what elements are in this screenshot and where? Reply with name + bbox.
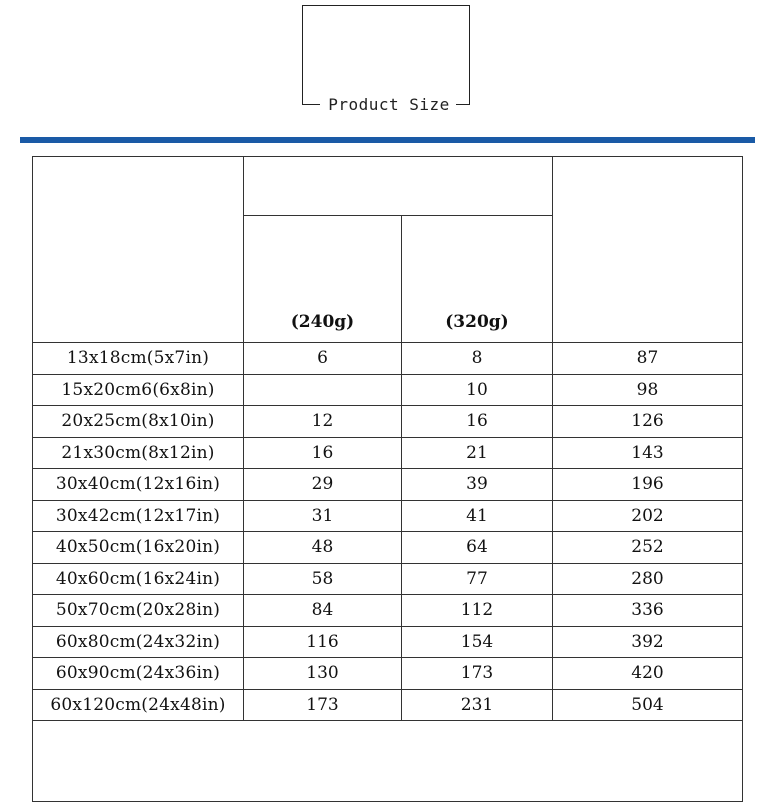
size-cell: 60x120cm(24x48in) <box>33 689 244 721</box>
title-frame-left <box>302 5 303 105</box>
other-cell: 336 <box>553 595 743 627</box>
weight-240-cell: 6 <box>244 343 402 375</box>
header-row-top <box>33 157 743 216</box>
weight-240-cell: 29 <box>244 469 402 501</box>
page-title: Product Size <box>328 95 450 114</box>
other-cell: 392 <box>553 626 743 658</box>
weight-320-cell: 10 <box>402 374 553 406</box>
table-row <box>33 437 743 469</box>
weight-240-cell: 31 <box>244 500 402 532</box>
size-cell: 30x40cm(12x16in) <box>33 469 244 501</box>
title-frame-bottom-left <box>302 104 320 105</box>
other-cell: 420 <box>553 658 743 690</box>
weight-320-cell: 173 <box>402 658 553 690</box>
table-row <box>33 626 743 658</box>
size-cell: 40x50cm(16x20in) <box>33 532 244 564</box>
table-row <box>33 406 743 438</box>
weight-320-cell: 39 <box>402 469 553 501</box>
other-cell: 252 <box>553 532 743 564</box>
other-cell: 98 <box>553 374 743 406</box>
size-table <box>32 156 743 802</box>
other-cell: 126 <box>553 406 743 438</box>
weight-320-cell: 231 <box>402 689 553 721</box>
header-weight-group-cell <box>244 157 553 216</box>
table-row <box>33 343 743 375</box>
other-cell: 143 <box>553 437 743 469</box>
weight-240-cell: 84 <box>244 595 402 627</box>
header-weight-240: (240g) <box>244 216 402 343</box>
weight-320-cell: 16 <box>402 406 553 438</box>
weight-240-cell: 58 <box>244 563 402 595</box>
table-row <box>33 595 743 627</box>
title-frame-top <box>302 5 470 6</box>
size-cell: 60x90cm(24x36in) <box>33 658 244 690</box>
footer-cell <box>33 721 743 802</box>
size-cell: 60x80cm(24x32in) <box>33 626 244 658</box>
header-other-cell <box>553 157 743 343</box>
size-cell: 50x70cm(20x28in) <box>33 595 244 627</box>
size-cell: 30x42cm(12x17in) <box>33 500 244 532</box>
size-cell: 13x18cm(5x7in) <box>33 343 244 375</box>
table-row <box>33 469 743 501</box>
table-row <box>33 374 743 406</box>
size-cell: 20x25cm(8x10in) <box>33 406 244 438</box>
table-row <box>33 500 743 532</box>
other-cell: 87 <box>553 343 743 375</box>
table-row <box>33 658 743 690</box>
weight-320-cell: 77 <box>402 563 553 595</box>
size-cell: 40x60cm(16x24in) <box>33 563 244 595</box>
weight-240-cell: 173 <box>244 689 402 721</box>
title-box <box>302 5 470 114</box>
other-cell: 202 <box>553 500 743 532</box>
footer-row <box>33 721 743 802</box>
weight-240-cell: 48 <box>244 532 402 564</box>
weight-320-cell: 41 <box>402 500 553 532</box>
weight-320-cell: 21 <box>402 437 553 469</box>
size-cell: 15x20cm6(6x8in) <box>33 374 244 406</box>
other-cell: 280 <box>553 563 743 595</box>
weight-240-cell: 130 <box>244 658 402 690</box>
other-cell: 196 <box>553 469 743 501</box>
size-table-container <box>32 156 742 802</box>
weight-320-cell: 112 <box>402 595 553 627</box>
header-weight-320: (320g) <box>402 216 553 343</box>
divider-rule <box>20 137 755 143</box>
table-row <box>33 532 743 564</box>
size-cell: 21x30cm(8x12in) <box>33 437 244 469</box>
weight-320-cell: 64 <box>402 532 553 564</box>
table-row <box>33 689 743 721</box>
weight-320-cell: 8 <box>402 343 553 375</box>
weight-240-cell: 116 <box>244 626 402 658</box>
title-frame-right <box>469 5 470 105</box>
weight-240-cell: 12 <box>244 406 402 438</box>
weight-240-cell: 16 <box>244 437 402 469</box>
header-size-cell <box>33 157 244 343</box>
other-cell: 504 <box>553 689 743 721</box>
weight-240-cell <box>244 374 402 406</box>
weight-320-cell: 154 <box>402 626 553 658</box>
title-frame-bottom-right <box>456 104 470 105</box>
table-row <box>33 563 743 595</box>
